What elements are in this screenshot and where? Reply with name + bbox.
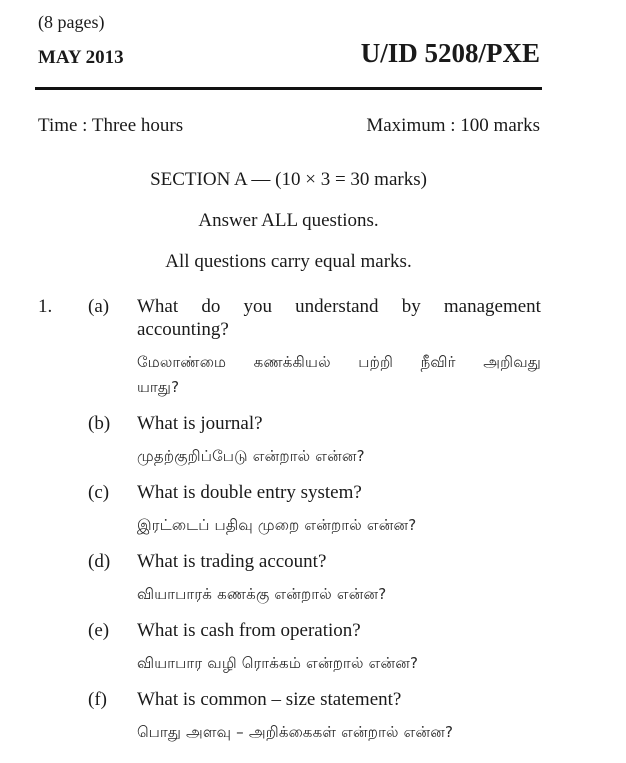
- word: understand: [295, 296, 379, 317]
- question-number: 1.: [38, 296, 53, 317]
- word: What: [137, 296, 179, 317]
- part-b-question: What is journal?: [137, 413, 263, 434]
- time-allowed: Time : Three hours: [38, 115, 184, 136]
- part-e-tamil: வியாபார வழி ரொக்கம் என்றால் என்ன?: [137, 654, 419, 672]
- part-c-label: (c): [88, 482, 110, 503]
- part-b-tamil: முதற்குறிப்பேடு என்றால் என்ன?: [137, 447, 365, 465]
- word: மேலாண்மை: [137, 353, 227, 371]
- part-a-question-line2: accounting?: [137, 319, 229, 340]
- part-f-question: What is common – size statement?: [137, 689, 402, 710]
- part-a-tamil-line1: [137, 353, 541, 373]
- part-d-tamil: வியாபாரக் கணக்கு என்றால் என்ன?: [137, 585, 387, 603]
- exam-date: MAY 2013: [38, 47, 124, 68]
- word: நீவிர்: [420, 353, 456, 371]
- maximum-marks: Maximum : 100 marks: [366, 115, 540, 136]
- part-a-tamil-line2: யாது?: [137, 378, 180, 396]
- word: do: [201, 296, 221, 317]
- word: by: [401, 296, 421, 317]
- section-instruction-equal: All questions carry equal marks.: [165, 251, 412, 272]
- word: பற்றி: [358, 353, 394, 371]
- word: you: [243, 296, 272, 317]
- part-a-question-line1: [137, 296, 541, 318]
- header-rule: [35, 87, 542, 90]
- part-c-question: What is double entry system?: [137, 482, 362, 503]
- part-b-label: (b): [88, 413, 111, 434]
- part-c-tamil: இரட்டைப் பதிவு முறை என்றால் என்ன?: [137, 516, 417, 534]
- part-d-label: (d): [88, 551, 111, 572]
- part-a-label: (a): [88, 296, 110, 317]
- part-e-question: What is cash from operation?: [137, 620, 361, 641]
- word: management: [443, 296, 541, 317]
- section-title: SECTION A — (10 × 3 = 30 marks): [150, 169, 427, 190]
- part-d-question: What is trading account?: [137, 551, 327, 572]
- part-f-tamil: பொது அளவு – அறிக்கைகள் என்றால் என்ன?: [137, 723, 454, 741]
- part-e-label: (e): [88, 620, 110, 641]
- paper-code: U/ID 5208/PXE: [360, 38, 540, 68]
- page-count: (8 pages): [38, 12, 105, 32]
- part-f-label: (f): [88, 689, 107, 710]
- section-instruction-all: Answer ALL questions.: [198, 210, 379, 231]
- word: கணக்கியல்: [253, 353, 331, 371]
- word: அறிவது: [483, 353, 541, 371]
